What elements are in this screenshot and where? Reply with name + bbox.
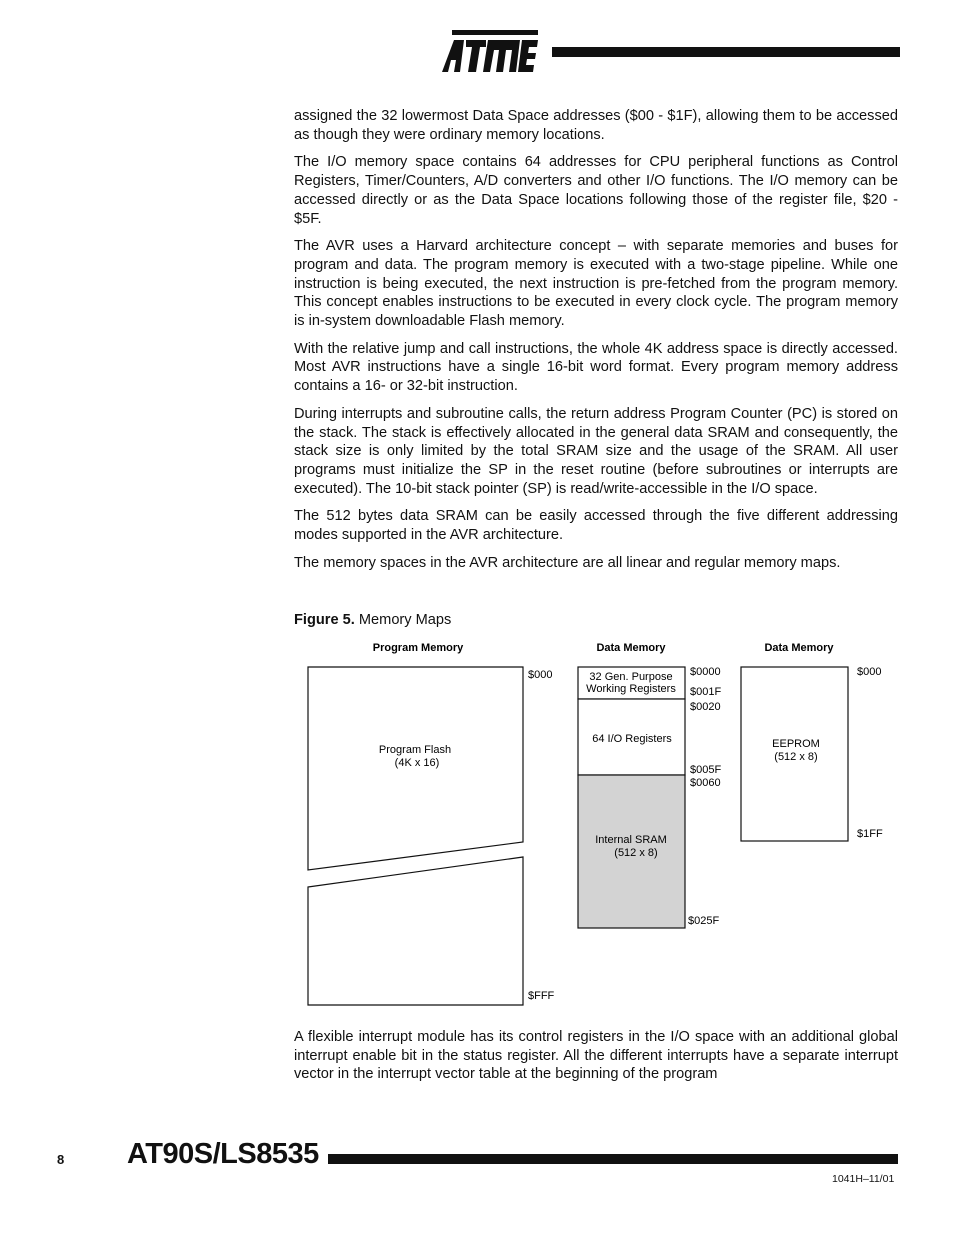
footer-rule xyxy=(328,1154,898,1164)
document-title: AT90S/LS8535 xyxy=(127,1138,319,1170)
internal-sram-label: Internal SRAM xyxy=(595,834,667,846)
eeprom-label: EEPROM xyxy=(772,738,820,750)
eeprom-addr-start: $000 xyxy=(857,666,882,678)
eeprom-memory-heading: Data Memory xyxy=(764,642,834,654)
figure-title: Memory Maps xyxy=(358,612,452,628)
program-flash-size: (4K x 16) xyxy=(394,757,440,769)
working-registers-label-2: Working Registers xyxy=(586,683,676,695)
figure-label: Figure 5. xyxy=(294,612,355,628)
paragraph: The memory spaces in the AVR architecture are all linear and regular memory maps. xyxy=(294,554,841,571)
addr-0000: $0000 xyxy=(690,666,721,678)
eeprom-addr-end: $1FF xyxy=(857,828,883,840)
paragraph: The AVR uses a Harvard architecture concept – with separate memories and buses for program and data. The program memory is executed with a two-stage pipeline. While one instruction is being executed, the next instruction is pre-fetched from the program memory. This concept enables instructions to be executed in every clock cycle. The program memory is in-system downloadable Flash memory. xyxy=(294,238,898,330)
data-memory-heading: Data Memory xyxy=(596,642,666,654)
program-addr-end: $FFF xyxy=(528,990,555,1002)
program-addr-start: $000 xyxy=(528,669,553,681)
body-text xyxy=(294,107,898,581)
internal-sram-size: (512 x 8) xyxy=(614,847,658,859)
addr-0060: $0060 xyxy=(690,777,721,789)
addr-001f: $001F xyxy=(690,686,722,698)
program-flash-label: Program Flash xyxy=(378,744,452,756)
page-number: 8 xyxy=(57,1152,65,1167)
paragraph: With the relative jump and call instructions, the whole 4K address space is directly accessed. Most AVR instructions have a single 16-bit word format. Every program memory address contains a 16- or 32-bit instruction. xyxy=(294,340,898,395)
addr-005f: $005F xyxy=(690,764,722,776)
memory-maps-figure xyxy=(294,636,904,1016)
io-registers-label: 64 I/O Registers xyxy=(592,733,672,745)
memory-maps-diagram xyxy=(294,636,904,1016)
working-registers-label: 32 Gen. Purpose xyxy=(589,671,673,683)
eeprom-size: (512 x 8) xyxy=(774,751,818,763)
atmel-logo-graphic xyxy=(438,28,542,78)
header-rule xyxy=(552,47,900,57)
tail-text xyxy=(294,1028,898,1084)
document-code: 1041H–11/01 xyxy=(832,1173,895,1185)
atmel-logo xyxy=(438,28,542,78)
paragraph: A flexible interrupt module has its control registers in the I/O space with an additional global interrupt enable bit in the status register. All the different interrupts have a separate interrupt vector in the interrupt vector table at the beginning of the program xyxy=(294,1029,898,1083)
paragraph: assigned the 32 lowermost Data Space addresses ($00 - $1F), allowing them to be accessed as though they were ordinary memory locations. xyxy=(294,108,898,143)
figure-caption xyxy=(294,612,451,628)
paragraph: The I/O memory space contains 64 addresses for CPU peripheral functions as Control Registers, Timer/Counters, A/D converters and other I/O functions. The I/O memory can be accessed directly or as the Data Space locations following those of the register file, $20 - $5F. xyxy=(294,154,898,227)
addr-0020: $0020 xyxy=(690,701,721,713)
program-flash-block-lower xyxy=(308,857,523,1005)
addr-025f: $025F xyxy=(688,915,720,927)
paragraph: During interrupts and subroutine calls, the return address Program Counter (PC) is stored on the stack. The stack is effectively allocated in the general data SRAM and consequently, the stack size is only limited by the total SRAM size and the usage of the SRAM. All user programs must initialize the SP in the reset routine (before subroutines or interrupts are executed). The 10-bit stack pointer (SP) is read/write-accessible in the I/O space. xyxy=(294,405,898,497)
paragraph: The 512 bytes data SRAM can be easily accessed through the five different addressing modes supported in the AVR architecture. xyxy=(294,508,898,544)
program-memory-heading: Program Memory xyxy=(372,642,464,654)
